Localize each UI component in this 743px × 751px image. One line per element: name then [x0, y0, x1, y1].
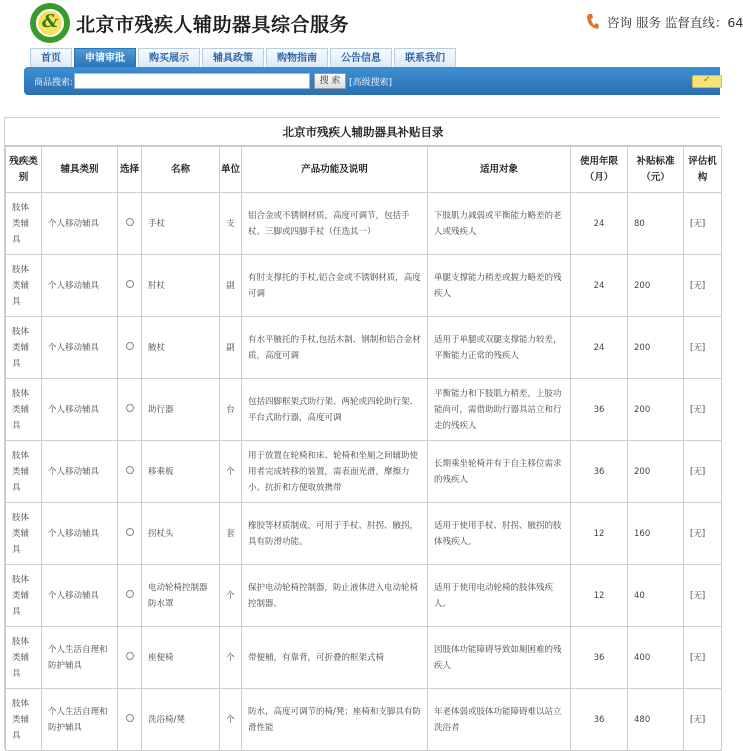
cell-unit: 套 — [220, 503, 242, 565]
main-nav — [30, 48, 458, 67]
select-radio[interactable] — [126, 714, 134, 722]
cell-desc: 包括四脚框架式助行架、两轮或四轮助行架、平台式助行器，高度可调 — [242, 379, 428, 441]
tab-home[interactable]: 首页 — [30, 48, 72, 67]
cell-category: 个人移动辅具 — [42, 255, 118, 317]
table-row — [6, 565, 722, 627]
th-unit: 单位 — [220, 147, 242, 193]
cell-name: 移乘板 — [142, 441, 220, 503]
cell-agency: [无] — [684, 503, 722, 565]
search-button[interactable]: 搜 索 — [314, 73, 346, 89]
table-row — [6, 193, 722, 255]
cell-select — [118, 441, 142, 503]
advanced-search-link[interactable]: [高级搜索] — [349, 78, 393, 88]
cell-agency: [无] — [684, 317, 722, 379]
cell-years: 36 — [571, 689, 628, 751]
cell-subsidy: 400 — [628, 627, 684, 689]
cell-unit: 个 — [220, 689, 242, 751]
cell-disability: 肢体类辅具 — [6, 255, 42, 317]
th-years: 使用年限（月） — [571, 147, 628, 193]
search-label: 商品搜索: — [34, 78, 74, 88]
cell-subsidy: 80 — [628, 193, 684, 255]
cell-category: 个人生活自理和防护辅具 — [42, 689, 118, 751]
cell-years: 36 — [571, 627, 628, 689]
cell-years: 24 — [571, 193, 628, 255]
cell-subsidy: 480 — [628, 689, 684, 751]
hotline-text: 咨询 服务 监督直线：64 — [606, 15, 743, 30]
cell-disability: 肢体类辅具 — [6, 317, 42, 379]
th-desc: 产品功能及说明 — [242, 147, 428, 193]
cell-agency: [无] — [684, 627, 722, 689]
cell-years: 12 — [571, 565, 628, 627]
cell-disability: 肢体类辅具 — [6, 379, 42, 441]
hotline — [586, 13, 743, 31]
cell-name: 手杖 — [142, 193, 220, 255]
cell-select — [118, 565, 142, 627]
cart-icon: ✓ — [703, 75, 711, 85]
th-subsidy: 补贴标准（元） — [628, 147, 684, 193]
th-target: 适用对象 — [428, 147, 571, 193]
cart-button[interactable] — [692, 75, 722, 88]
cell-name: 助行器 — [142, 379, 220, 441]
select-radio[interactable] — [126, 466, 134, 474]
cell-unit: 副 — [220, 255, 242, 317]
cell-name: 腋杖 — [142, 317, 220, 379]
tab-announcements[interactable]: 公告信息 — [330, 48, 392, 67]
cell-name: 拐杖头 — [142, 503, 220, 565]
cell-target: 单腿支撑能力稍差或握力略差的残疾人 — [428, 255, 571, 317]
cell-desc: 有水平腋托的手杖,包括木制、钢制和铝合金材质，高度可调 — [242, 317, 428, 379]
tab-shopping-guide[interactable]: 购物指南 — [266, 48, 328, 67]
table-row — [6, 689, 722, 751]
subsidy-table-panel — [4, 117, 720, 749]
select-radio[interactable] — [126, 404, 134, 412]
cell-category: 个人移动辅具 — [42, 441, 118, 503]
cell-category: 个人生活自理和防护辅具 — [42, 627, 118, 689]
cell-target: 因肢体功能障碍导致如厕困难的残疾人 — [428, 627, 571, 689]
select-radio[interactable] — [126, 218, 134, 226]
select-radio[interactable] — [126, 590, 134, 598]
cell-desc: 有肘支撑托的手杖,铝合金或不锈钢材质，高度可调 — [242, 255, 428, 317]
cell-name: 洗浴椅/凳 — [142, 689, 220, 751]
cell-agency: [无] — [684, 689, 722, 751]
tab-contact[interactable]: 联系我们 — [394, 48, 456, 67]
cell-desc: 用于放置在轮椅和床、轮椅和坐厕之间辅助使用者完成转移的装置，需表面光滑，摩擦力小、抗折和方便取放携带 — [242, 441, 428, 503]
select-radio[interactable] — [126, 280, 134, 288]
cell-select — [118, 627, 142, 689]
table-row — [6, 441, 722, 503]
cell-target: 适用于单腿或双腿支撑能力较差，平衡能力正常的残疾人 — [428, 317, 571, 379]
cell-target: 平衡能力和下肢肌力稍差，上肢功能尚可，需借助助行器具站立和行走的残疾人 — [428, 379, 571, 441]
cell-subsidy: 200 — [628, 317, 684, 379]
th-name: 名称 — [142, 147, 220, 193]
cell-target: 下肢肌力减弱或平衡能力略差的老人或残疾人 — [428, 193, 571, 255]
cell-desc: 铝合金或不锈钢材质，高度可调节，包括手杖、三脚或四脚手杖（任选其一） — [242, 193, 428, 255]
th-disability: 残疾类别 — [6, 147, 42, 193]
cell-years: 36 — [571, 441, 628, 503]
cell-disability: 肢体类辅具 — [6, 193, 42, 255]
cell-select — [118, 503, 142, 565]
cell-unit: 个 — [220, 565, 242, 627]
cell-name: 肘杖 — [142, 255, 220, 317]
search-input[interactable] — [74, 73, 310, 89]
cell-disability: 肢体类辅具 — [6, 689, 42, 751]
cell-desc: 保护电动轮椅控制器，防止液体进入电动轮椅控制器。 — [242, 565, 428, 627]
cell-years: 36 — [571, 379, 628, 441]
logo[interactable] — [30, 3, 70, 43]
cell-category: 个人移动辅具 — [42, 193, 118, 255]
cell-disability: 肢体类辅具 — [6, 503, 42, 565]
phone-icon — [586, 13, 599, 30]
tab-purchase-display[interactable]: 购买展示 — [138, 48, 200, 67]
logo-glyph-icon: & — [42, 11, 59, 32]
cell-unit: 台 — [220, 379, 242, 441]
select-radio[interactable] — [126, 652, 134, 660]
cell-agency: [无] — [684, 193, 722, 255]
cell-target: 长期乘坐轮椅并有于自主移位需求的残疾人 — [428, 441, 571, 503]
cell-name: 座便椅 — [142, 627, 220, 689]
cell-select — [118, 255, 142, 317]
cell-disability: 肢体类辅具 — [6, 627, 42, 689]
cell-agency: [无] — [684, 255, 722, 317]
table-row — [6, 255, 722, 317]
table-caption: 北京市残疾人辅助器具补贴目录 — [5, 118, 721, 146]
cell-agency: [无] — [684, 379, 722, 441]
th-agency: 评估机构 — [684, 147, 722, 193]
table-row — [6, 627, 722, 689]
tab-apply-approval[interactable]: 申请审批 — [74, 48, 136, 67]
cell-select — [118, 193, 142, 255]
cell-desc: 橡胶等材质制成，可用于手杖、肘拐、腋拐，具有防滑功能。 — [242, 503, 428, 565]
cell-category: 个人移动辅具 — [42, 565, 118, 627]
cell-subsidy: 200 — [628, 379, 684, 441]
cell-category: 个人移动辅具 — [42, 503, 118, 565]
cell-target: 年老体弱或肢体功能障碍难以站立洗浴者 — [428, 689, 571, 751]
cell-agency: [无] — [684, 441, 722, 503]
cell-years: 12 — [571, 503, 628, 565]
cell-subsidy: 200 — [628, 441, 684, 503]
cell-years: 24 — [571, 255, 628, 317]
cell-unit: 副 — [220, 317, 242, 379]
cell-disability: 肢体类辅具 — [6, 441, 42, 503]
table-body — [6, 193, 722, 751]
th-category: 辅具类别 — [42, 147, 118, 193]
cell-unit: 个 — [220, 627, 242, 689]
site-header — [0, 0, 743, 46]
table-row — [6, 379, 722, 441]
select-radio[interactable] — [126, 342, 134, 350]
cell-unit: 支 — [220, 193, 242, 255]
cell-name: 电动轮椅控制器防水罩 — [142, 565, 220, 627]
cell-desc: 防水，高度可调节的椅/凳；座椅和支脚具有防滑性能 — [242, 689, 428, 751]
table-header-row — [6, 147, 722, 193]
cell-select — [118, 317, 142, 379]
cell-subsidy: 160 — [628, 503, 684, 565]
table-row — [6, 317, 722, 379]
site-title: 北京市残疾人辅助器具综合服务 — [76, 14, 350, 36]
select-radio[interactable] — [126, 528, 134, 536]
cell-disability: 肢体类辅具 — [6, 565, 42, 627]
cell-select — [118, 379, 142, 441]
th-select: 选择 — [118, 147, 142, 193]
table-row — [6, 503, 722, 565]
cell-agency: [无] — [684, 565, 722, 627]
cell-unit: 个 — [220, 441, 242, 503]
search-bar — [24, 67, 720, 95]
cell-desc: 带便桶，有靠背，可折叠的框架式椅 — [242, 627, 428, 689]
cell-subsidy: 40 — [628, 565, 684, 627]
cell-subsidy: 200 — [628, 255, 684, 317]
cell-target: 适用于使用手杖、肘拐、腋拐的肢体残疾人。 — [428, 503, 571, 565]
cell-years: 24 — [571, 317, 628, 379]
tab-policy[interactable]: 辅具政策 — [202, 48, 264, 67]
subsidy-table — [5, 146, 722, 751]
cell-target: 适用于使用电动轮椅的肢体残疾人。 — [428, 565, 571, 627]
cell-category: 个人移动辅具 — [42, 317, 118, 379]
cell-select — [118, 689, 142, 751]
cell-category: 个人移动辅具 — [42, 379, 118, 441]
